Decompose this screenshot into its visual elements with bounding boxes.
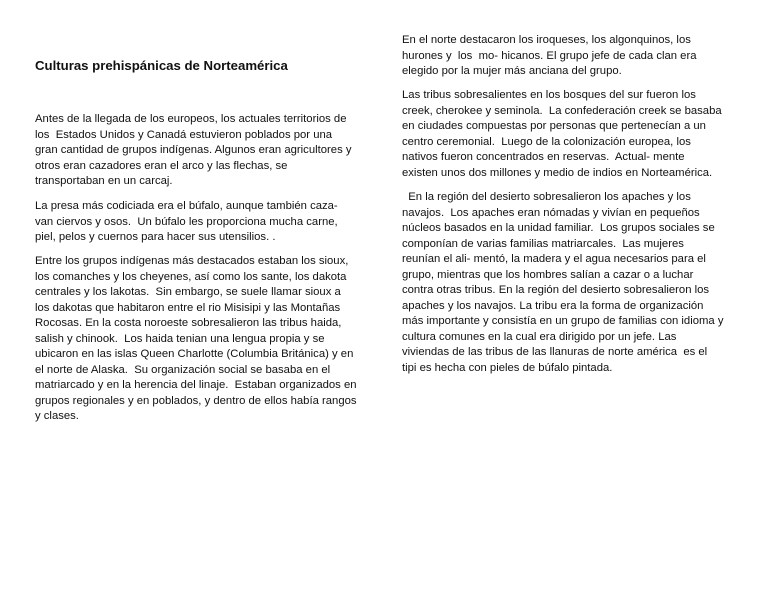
paragraph-line: centro ceremonial. Luego de la colonización europea, los (402, 135, 691, 148)
paragraph-line: viviendas de las tribus de las llanuras de norte américa es el (402, 346, 708, 358)
paragraph-line: creek, cherokee y seminola. La confederación creek se basaba (402, 104, 722, 117)
paragraph-line: ubicaron en las islas Queen Charlotte (Columbia Británica) y en (35, 348, 354, 360)
paragraph-line: más importante y consistía en un grupo de familias con idioma y (402, 315, 724, 327)
paragraph-line: Rocosas. En la costa noroeste sobresalieron las tribus haida, (35, 317, 342, 329)
paragraph-line: otros eran cazadores eran el arco y las flechas, se (35, 159, 288, 172)
paragraph-line: transportaban en un carcaj. (35, 175, 173, 187)
paragraph-line: elegido por la mujer más anciana del grupo. (402, 65, 622, 77)
paragraph-line: cultura comunes en la cual era dirigido por un jefe. Las (402, 330, 677, 343)
paragraph-desert-region (402, 190, 742, 376)
paragraph-line: piel, pelos y cuernos para hacer sus utensilios. . (35, 231, 276, 243)
paragraph-european-arrival (35, 112, 371, 190)
paragraph-line: centrales y los lakotas. Sin embargo, se suele llamar sioux a (35, 286, 341, 298)
paragraph-line: Entre los grupos indígenas más destacados estaban los sioux, (35, 255, 349, 267)
paragraph-line: En el norte destacaron los iroqueses, los algonquinos, los (402, 34, 691, 46)
paragraph-line: La presa más codiciada era el búfalo, aunque también caza- (35, 200, 338, 212)
paragraph-northern-tribes (402, 33, 742, 80)
paragraph-line: los comanches y los cheyenes, así como los sante, los dakota (35, 270, 347, 283)
paragraph-line: existen unos dos millones y medio de indios en Norteamérica. (402, 166, 713, 179)
paragraph-line: gran cantidad de grupos indígenas. Algunos eran agricultores y (35, 144, 352, 156)
paragraph-line: salish y chinook. Los haida tenian una lengua propia y se (35, 332, 325, 345)
paragraph-line: apaches y los navajos. La tribu era la forma de organización (402, 299, 704, 312)
paragraph-line: Las tribus sobresalientes en los bosques del sur fueron los (402, 89, 696, 101)
paragraph-line: hurones y los mo- hicanos. El grupo jefe de cada clan era (402, 49, 697, 62)
paragraph-buffalo (35, 199, 371, 246)
paragraph-line: contra otras tribus. En la región del desierto sobresalieron los (402, 284, 710, 296)
paragraph-indigenous-groups (35, 254, 371, 425)
paragraph-line: reunían el ali- mentó, la madera y el agua necesarios para el (402, 253, 706, 265)
paragraph-line: los dakotas que habitaron entre el rio Misisipi y las Montañas (35, 301, 341, 314)
paragraph-line: nativos fueron concentrados en reservas. Actual- mente (402, 151, 685, 163)
paragraph-line: matriarcado y en la herencia del linaje. Estaban organizados en (35, 379, 357, 391)
paragraph-line: En la región del desierto sobresalieron los apaches y los (402, 191, 691, 203)
paragraph-line: grupos regionales y en poblados, y dentro de ellos había rangos (35, 394, 357, 407)
paragraph-line: el norte de Alaska. Su organización social se basaba en el (35, 363, 331, 376)
paragraph-line: Antes de la llegada de los europeos, los actuales territorios de (35, 113, 347, 125)
paragraph-line: núcleos basados en la unidad familiar. Los grupos sociales se (402, 222, 715, 234)
paragraph-line: tipi es hecha con pieles de búfalo pintada. (402, 361, 613, 374)
paragraph-southern-forests (402, 88, 742, 181)
paragraph-line: los Estados Unidos y Canadá estuvieron poblados por una (35, 128, 333, 141)
paragraph-line: navajos. Los apaches eran nómadas y vivían en pequeños (402, 206, 700, 219)
paragraph-line: grupo, mientras que los hombres salían a cazar o a luchar (402, 268, 694, 281)
document-title: Culturas prehispánicas de Norteamérica (35, 58, 288, 73)
paragraph-line: componían de varias familias matriarcales. Las mujeres (402, 237, 684, 250)
paragraph-line: y clases. (35, 410, 79, 422)
paragraph-line: en ciudades compuestas por personas que pertenecían a un (402, 120, 706, 132)
paragraph-line: van ciervos y osos. Un búfalo les proporciona mucha carne, (35, 215, 338, 228)
